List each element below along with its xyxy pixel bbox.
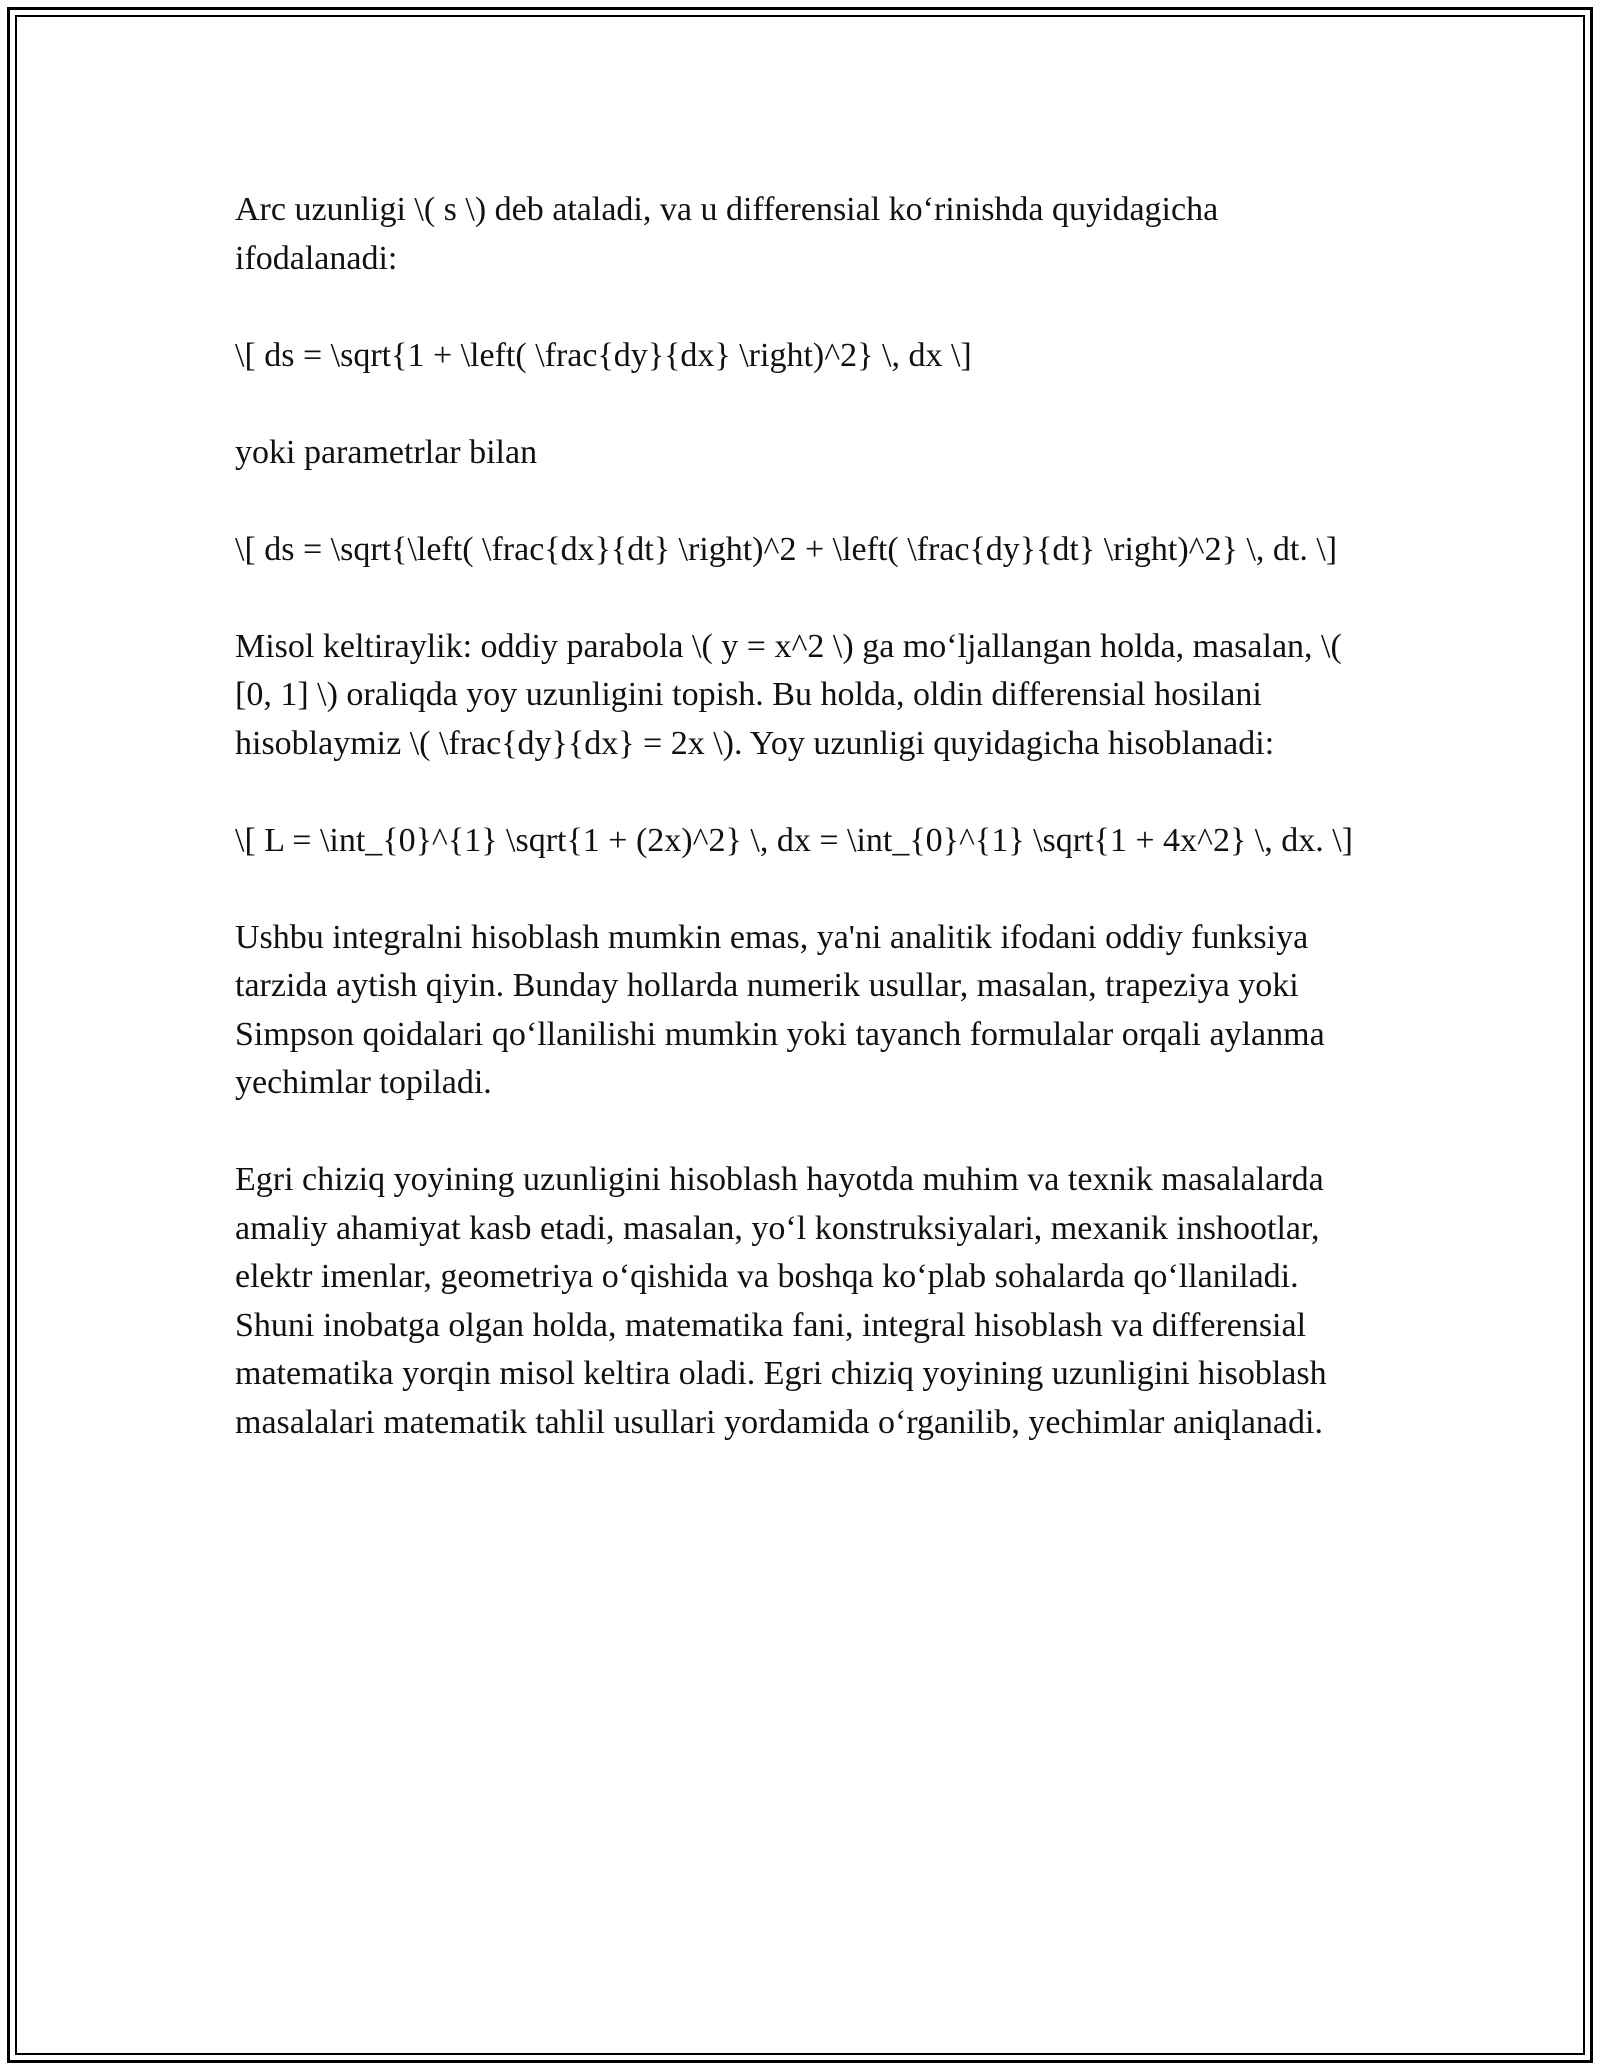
paragraph-parabola-example: Misol keltiraylik: oddiy parabola \( y = x^2 \) ga mo‘ljallangan holda, masalan, \( [0, 1] \) oraliqda yoy uzunligini topish. Bu holda, oldin differensial hosilani hisoblaymiz \( \frac{dy}{dx} = 2x \). Yoy uzunligi quyidagicha hisoblanadi: bbox=[235, 627, 1342, 762]
paragraph-arc-length-intro: Arc uzunligi \( s \) deb ataladi, va u differensial ko‘rinishda quyidagicha ifodalanadi: bbox=[235, 191, 1219, 277]
formula-ds-cartesian: \[ ds = \sqrt{1 + \left( \frac{dy}{dx} \right)^2} \, dx \] bbox=[235, 336, 972, 374]
paragraph-applications: Egri chiziq yoyining uzunligini hisoblash hayotda muhim va texnik masalalarda amaliy ahamiyat kasb etadi, masalan, yo‘l konstruksiyalari, mexanik inshootlar, elektr imenlar, geometriya o‘qishida va boshqa ko‘plab sohalarda qo‘llaniladi. Shuni inobatga olgan holda, matematika fani, integral hisoblash va differensial matematika yorqin misol keltira oladi. Egri chiziq yoyining uzunligini hisoblash masalalari matematik tahlil usullari yordamida o‘rganilib, yechimlar aniqlanadi. bbox=[235, 1161, 1327, 1441]
document-body bbox=[235, 186, 1375, 1496]
paragraph-parametric-intro: yoki parametrlar bilan bbox=[235, 433, 538, 471]
paragraph-numerical-methods: Ushbu integralni hisoblash mumkin emas, ya'ni analitik ifodani oddiy funksiya tarzida aytish qiyin. Bunday hollarda numerik usullar, masalan, trapeziya yoki Simpson qoidalari qo‘llanilishi mumkin yoki tayanch formulalar orqali aylanma yechimlar topiladi. bbox=[235, 918, 1325, 1101]
formula-arc-length-integral: \[ L = \int_{0}^{1} \sqrt{1 + (2x)^2} \, dx = \int_{0}^{1} \sqrt{1 + 4x^2} \, dx. \] bbox=[235, 821, 1353, 859]
formula-ds-parametric: \[ ds = \sqrt{\left( \frac{dx}{dt} \right)^2 + \left( \frac{dy}{dt} \right)^2} \, dt. \] bbox=[235, 530, 1338, 568]
